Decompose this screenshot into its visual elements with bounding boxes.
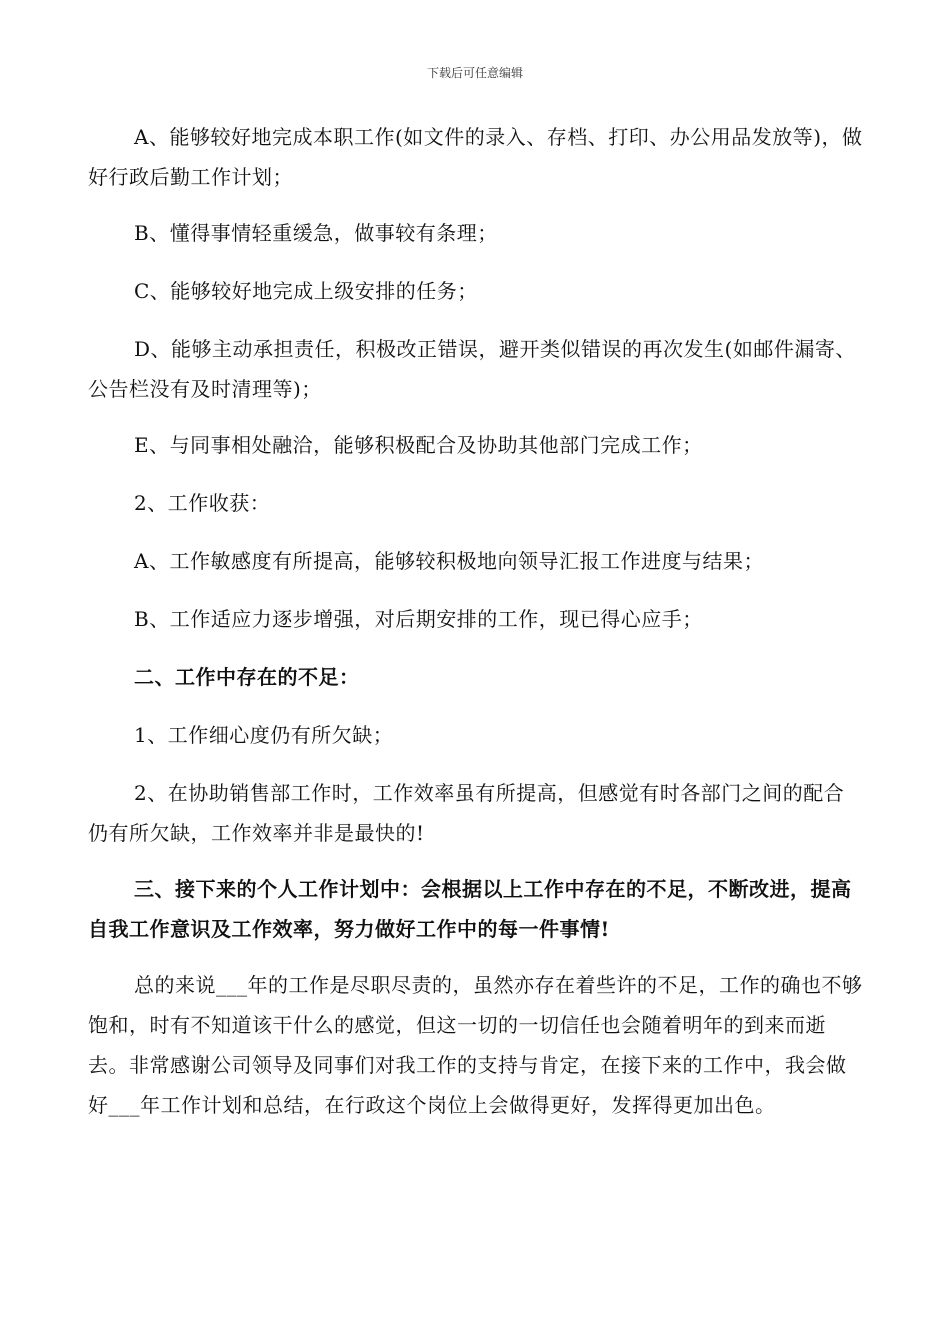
paragraph-summary: 总的来说___年的工作是尽职尽责的，虽然亦存在着些许的不足，工作的确也不够饱和，时有不知道该干什么的感觉，但这一切的一切信任也会随着明年的到来而逝去。非常感谢公司领导及同事们对我工作的支持与肯定，在接下来的工作中，我会做好___年工作计划和总结，在行政这个岗位上会做得更好，发挥得更加出色。	[88, 973, 863, 1117]
paragraph-b-organization: B、懂得事情轻重缓急，做事较有条理；	[134, 221, 498, 245]
section-heading-shortcomings: 二、工作中存在的不足：	[134, 665, 360, 689]
paragraph-shortcoming-1: 1、工作细心度仍有所欠缺；	[134, 723, 394, 747]
page-header: 下载后可任意编辑	[426, 66, 523, 80]
paragraph-gain-a: A、工作敏感度有所提高，能够较积极地向领导汇报工作进度与结果；	[134, 549, 764, 573]
paragraph-shortcoming-2: 2、在协助销售部工作时，工作效率虽有所提高，但感觉有时各部门之间的配合仍有所欠缺，工作效率并非是最快的!	[88, 781, 845, 845]
section-heading-next-plan: 三、接下来的个人工作计划中：会根据以上工作中存在的不足，不断改进，提高自我工作意识及工作效率，努力做好工作中的每一件事情!	[88, 877, 852, 941]
paragraph-e-cooperation: E、与同事相处融洽，能够积极配合及协助其他部门完成工作；	[134, 433, 703, 457]
paragraph-a-duties: A、能够较好地完成本职工作(如文件的录入、存档、打印、办公用品发放等)，做好行政后勤工作计划；	[88, 125, 863, 189]
paragraph-gain-b: B、工作适应力逐步增强，对后期安排的工作，现已得心应手；	[134, 607, 703, 631]
heading-work-gains: 2、工作收获：	[134, 491, 271, 515]
paragraph-d-responsibility: D、能够主动承担责任，积极改正错误，避开类似错误的再次发生(如邮件漏寄、公告栏没有及时清理等)；	[88, 337, 856, 401]
paragraph-c-tasks: C、能够较好地完成上级安排的任务；	[134, 279, 478, 303]
